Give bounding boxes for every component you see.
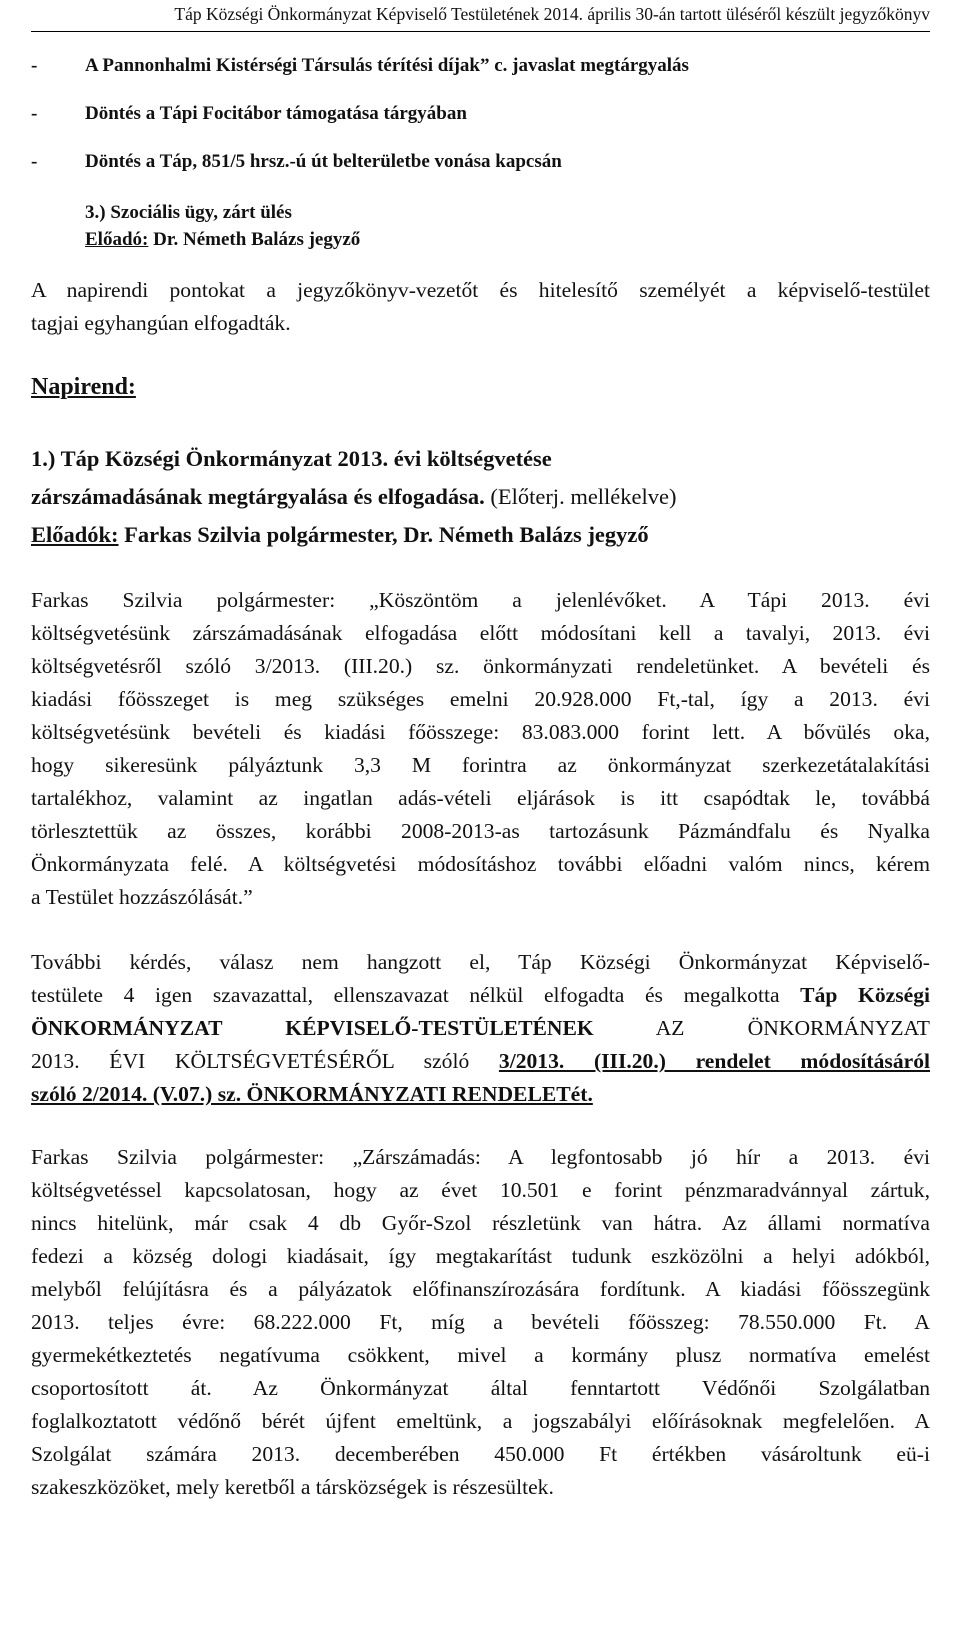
- item1-title-line: 1.) Táp Községi Önkormányzat 2013. évi költségvetése: [31, 446, 552, 471]
- resolution-title: ÖNKORMÁNYZAT KÉPVISELŐ-TESTÜLETÉNEK: [31, 1016, 594, 1040]
- item1-title-bold: zárszámadásának megtárgyalása és elfogadása.: [31, 484, 485, 509]
- paragraph-line: törlesztettük az összes, korábbi 2008-2013-as tartozásunk Pázmándfalu és Nyalka: [31, 819, 930, 843]
- paragraph-line: gyermekétkeztetés negatívuma csökkent, mivel a kormány plusz normatíva emelést: [31, 1343, 930, 1367]
- agenda-item: [31, 90, 930, 138]
- paragraph-line: hogy sikeresünk pályáztunk 3,3 M forintra az önkormányzat szerkezetátalakítási: [31, 753, 930, 777]
- paragraph-line: a Testület hozzászólását.”: [31, 885, 253, 909]
- paragraph-line: Önkormányzata felé. A költségvetési módosításhoz további előadni valóm nincs, kérem: [31, 852, 930, 876]
- item1-presenters-label: Előadók:: [31, 522, 119, 547]
- paragraph-line: költségvetésünk bevételi és kiadási főösszege: 83.083.000 forint lett. A bővülés oka,: [31, 720, 930, 744]
- presenter-label: Előadó:: [85, 229, 149, 250]
- paragraph-line: tartalékhoz, valamint az ingatlan adás-vételi eljárások is itt csapódtak le, továbbá: [31, 786, 930, 810]
- napirend-heading: [31, 368, 930, 406]
- resolution-decree: 3/2013. (III.20.) rendelet módosításáról: [498, 1049, 930, 1073]
- resolution-text: 2013. ÉVI KÖLTSÉGVETÉSÉRŐL szóló: [31, 1049, 499, 1073]
- paragraph-line: Farkas Szilvia polgármester: „Zárszámadás: A legfontosabb jó hír a 2013. évi: [31, 1145, 930, 1169]
- agenda-dash: -: [31, 151, 38, 172]
- napirend-heading-text: Napirend:: [31, 374, 136, 400]
- paragraph-line: költségvetésről szóló 3/2013. (III.20.) sz. önkormányzati rendeletünket. A bevételi és: [31, 654, 930, 678]
- resolution-decree: szóló 2/2014. (V.07.) sz. ÖNKORMÁNYZATI RENDELETét.: [31, 1082, 593, 1106]
- paragraph-line: Farkas Szilvia polgármester: „Köszöntöm a jelenlévőket. A Tápi 2013. évi: [31, 588, 930, 612]
- paragraph-line: [31, 1078, 930, 1111]
- paragraph-line: Szolgálat számára 2013. decemberében 450.000 Ft értékben vásároltunk eü-i: [31, 1442, 930, 1466]
- approval-line: tagjai egyhangúan elfogadták.: [31, 311, 291, 335]
- paragraph-line: melyből felújításra és a pályázatok előfinanszírozására fordítunk. A kiadási főösszegünk: [31, 1277, 930, 1301]
- social-affair-presenter: [31, 226, 930, 253]
- paragraph-line: költségvetésünk zárszámadásának elfogadása előtt módosítani kell a tavalyi, 2013. évi: [31, 621, 930, 645]
- paragraph-mayor-opening: [31, 584, 930, 914]
- agenda-dash: -: [31, 55, 38, 76]
- paragraph-line: foglalkoztatott védőnő bérét újfent emeltünk, a jogszabályi előírásoknak megfelelően. A: [31, 1409, 930, 1433]
- page-header: [31, 0, 930, 28]
- approval-line: A napirendi pontokat a jegyzőkönyv-vezetőt és hitelesítő személyét a képviselő-testület: [31, 278, 930, 302]
- resolution-text: AZ ÖNKORMÁNYZAT: [593, 1016, 930, 1040]
- item1-presenters: [31, 516, 930, 554]
- header-rule: [31, 31, 930, 32]
- paragraph-line: fedezi a község dologi kiadásait, így megtakarítást tudunk eszközölni a helyi adókból,: [31, 1244, 930, 1268]
- agenda-dash: -: [31, 103, 38, 124]
- agenda-item: [31, 42, 930, 90]
- paragraph-line: kiadási főösszeget is meg szükséges emelni 20.928.000 Ft,-tal, így a 2013. évi: [31, 687, 930, 711]
- social-affair-title: 3.) Szociális ügy, zárt ülés: [85, 202, 292, 223]
- paragraph-resolution: [31, 946, 930, 1111]
- agenda-item-text: Döntés a Táp, 851/5 hrsz.-ú út belterületbe vonása kapcsán: [85, 151, 562, 172]
- agenda-item-text: A Pannonhalmi Kistérségi Társulás térítési díjak” c. javaslat megtárgyalás: [85, 55, 689, 76]
- agenda-item-1: [31, 440, 930, 554]
- paragraph-line: További kérdés, válasz nem hangzott el, Táp Községi Önkormányzat Képviselő-: [31, 950, 930, 974]
- resolution-title: Táp Községi: [800, 983, 930, 1007]
- paragraph-line: [31, 1045, 930, 1078]
- paragraph-line: csoportosított át. Az Önkormányzat által fenntartott Védőnői Szolgálatban: [31, 1376, 930, 1400]
- agenda-list: [31, 42, 930, 186]
- item1-presenters-names: Farkas Szilvia polgármester, Dr. Németh Balázs jegyző: [118, 522, 649, 547]
- paragraph-line: [31, 1012, 930, 1045]
- item1-title-line: [31, 478, 930, 516]
- header-text: Táp Községi Önkormányzat Képviselő Testületének 2014. április 30-án tartott üléséről készült jegyzőkönyv: [174, 4, 930, 24]
- paragraph-line: szakeszközöket, mely keretből a társközségek is részesültek.: [31, 1475, 554, 1499]
- resolution-text: testülete 4 igen szavazattal, ellenszavazat nélkül elfogadta és megalkotta: [31, 983, 801, 1007]
- social-affair-block: [31, 199, 930, 253]
- paragraph-line: 2013. teljes évre: 68.222.000 Ft, míg a bevételi főösszeg: 78.550.000 Ft. A: [31, 1310, 930, 1334]
- item1-title-note: (Előterj. mellékelve): [484, 484, 677, 509]
- paragraph-line: költségvetéssel kapcsolatosan, hogy az évet 10.501 e forint pénzmaradvánnyal zártuk,: [31, 1178, 930, 1202]
- approval-paragraph: [31, 274, 930, 340]
- paragraph-line: nincs hitelünk, már csak 4 db Győr-Szol részletünk van hátra. Az állami normatíva: [31, 1211, 930, 1235]
- paragraph-mayor-closing: [31, 1141, 930, 1504]
- agenda-item: [31, 138, 930, 186]
- agenda-item-text: Döntés a Tápi Focitábor támogatása tárgyában: [85, 103, 467, 124]
- presenter-name: Dr. Németh Balázs jegyző: [148, 229, 361, 250]
- paragraph-line: [31, 979, 930, 1012]
